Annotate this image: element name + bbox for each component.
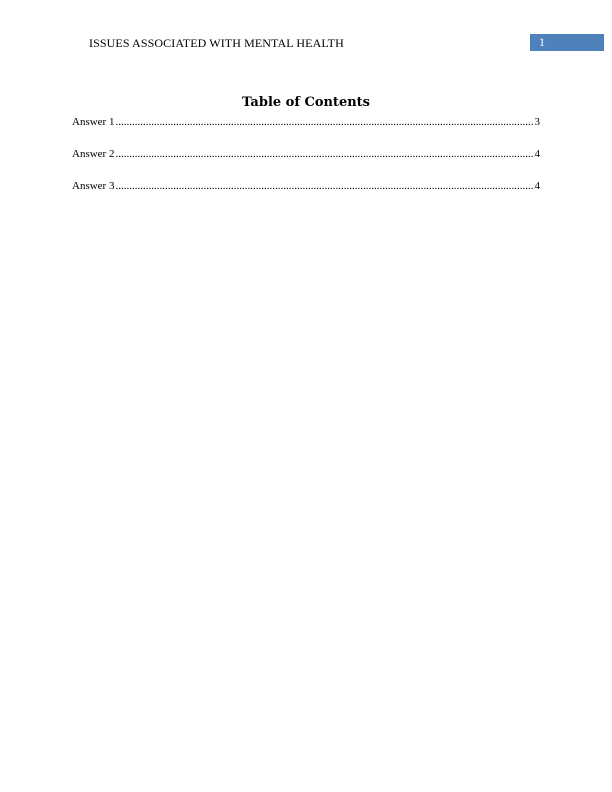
page-number-badge (530, 34, 604, 51)
toc-entry-label: Answer 3 (72, 180, 115, 192)
page-number: 1 (539, 35, 545, 49)
toc-entry-page: 3 (534, 116, 540, 128)
toc-dot-leader (115, 180, 533, 193)
toc-dot-leader (115, 116, 533, 129)
toc-dot-leader (115, 148, 533, 161)
toc-entry-page: 4 (534, 180, 540, 192)
toc-entry-label: Answer 1 (72, 116, 115, 128)
running-head: ISSUES ASSOCIATED WITH MENTAL HEALTH (89, 36, 344, 50)
toc-entry-answer-3[interactable] (72, 180, 540, 193)
toc-heading: Table of Contents (242, 95, 370, 110)
toc-entry-page: 4 (534, 148, 540, 160)
toc-entry-answer-1[interactable] (72, 116, 540, 129)
toc-entry-label: Answer 2 (72, 148, 115, 160)
toc-entry-answer-2[interactable] (72, 148, 540, 161)
toc-list (72, 116, 540, 212)
